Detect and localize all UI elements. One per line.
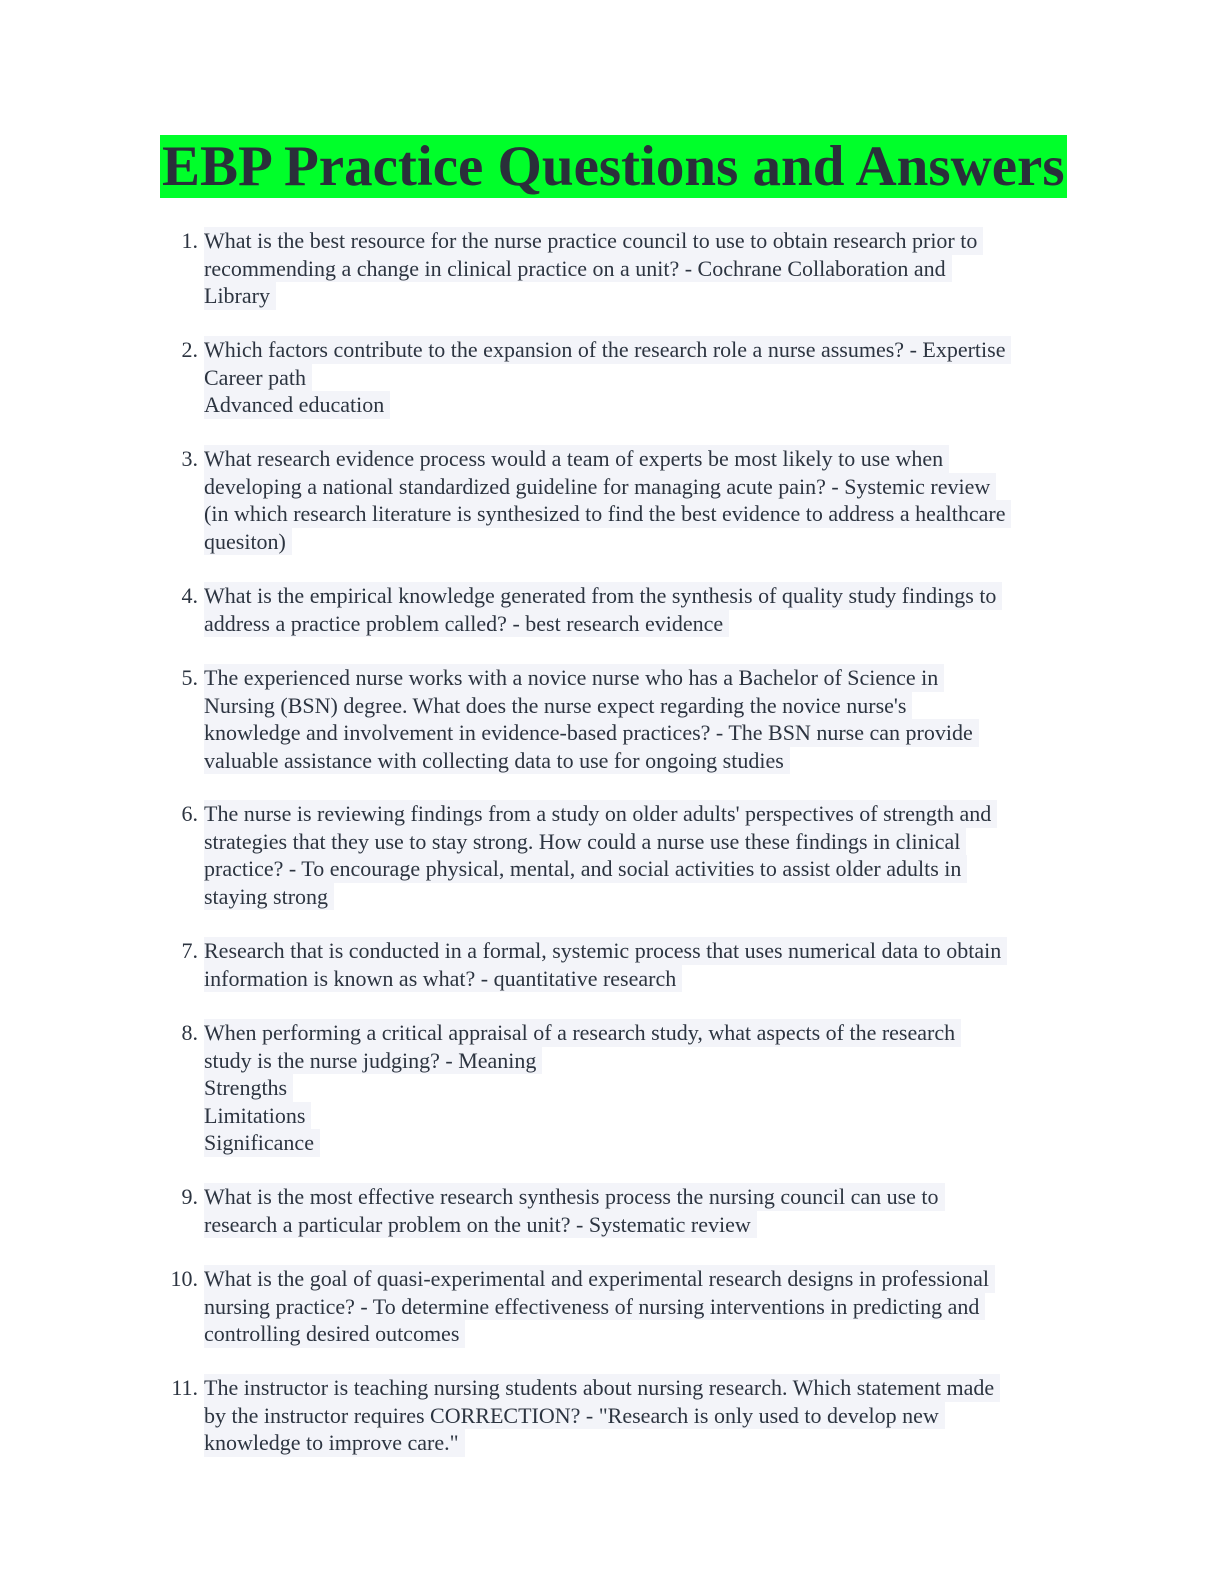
qa-item-line: controlling desired outcomes xyxy=(204,1320,465,1348)
qa-item-line: Research that is conducted in a formal, systemic process that uses numerical data to obtain xyxy=(204,937,1007,965)
qa-item-text xyxy=(204,1265,1084,1348)
qa-item-number: 9. xyxy=(181,1184,198,1209)
qa-item-line: Limitations xyxy=(204,1102,311,1130)
qa-item-line: The experienced nurse works with a novice nurse who has a Bachelor of Science in xyxy=(204,664,944,692)
qa-item-line: Significance xyxy=(204,1129,320,1157)
qa-item-line: quesiton) xyxy=(204,528,292,556)
qa-item-line: study is the nurse judging? - Meaning xyxy=(204,1047,542,1075)
qa-item-line: Strengths xyxy=(204,1074,293,1102)
qa-item-text xyxy=(204,227,1084,310)
qa-item-text xyxy=(204,1374,1084,1457)
qa-item-text xyxy=(204,1183,1084,1238)
qa-item-line: by the instructor requires CORRECTION? - "Research is only used to develop new xyxy=(204,1402,945,1430)
qa-item-number: 5. xyxy=(181,665,198,690)
qa-item-line: What is the most effective research synthesis process the nursing council can use to xyxy=(204,1183,945,1211)
qa-item-line: The nurse is reviewing findings from a study on older adults' perspectives of strength and xyxy=(204,800,997,828)
qa-item-line: staying strong xyxy=(204,883,334,911)
qa-item-line: Career path xyxy=(204,364,312,392)
qa-item-text xyxy=(204,1019,1084,1157)
qa-item-text xyxy=(204,800,1084,910)
qa-item-number: 2. xyxy=(181,337,198,362)
qa-item-line: (in which research literature is synthesized to find the best evidence to address a healthcare xyxy=(204,500,1011,528)
qa-item-line: knowledge to improve care." xyxy=(204,1429,465,1457)
qa-item-line: strategies that they use to stay strong. How could a nurse use these findings in clinical xyxy=(204,828,966,856)
qa-item-text xyxy=(204,664,1084,774)
qa-item-number: 1. xyxy=(181,228,198,253)
qa-item-line: Which factors contribute to the expansion of the research role a nurse assumes? - Expertise xyxy=(204,336,1011,364)
qa-item-line: information is known as what? - quantitative research xyxy=(204,965,682,993)
qa-item-line: recommending a change in clinical practice on a unit? - Cochrane Collaboration and xyxy=(204,255,952,283)
qa-item-line: Advanced education xyxy=(204,391,390,419)
qa-item-number: 3. xyxy=(181,446,198,471)
qa-item-line: Library xyxy=(204,282,276,310)
qa-item-line: What is the best resource for the nurse practice council to use to obtain research prior to xyxy=(204,227,983,255)
qa-item-line: address a practice problem called? - best research evidence xyxy=(204,610,729,638)
qa-item-line: knowledge and involvement in evidence-based practices? - The BSN nurse can provide xyxy=(204,719,979,747)
qa-item-line: research a particular problem on the unit? - Systematic review xyxy=(204,1211,757,1239)
qa-item-number: 11. xyxy=(171,1375,198,1400)
qa-item-text xyxy=(204,937,1084,992)
qa-item-line: What is the goal of quasi-experimental and experimental research designs in professional xyxy=(204,1265,995,1293)
qa-item-number: 7. xyxy=(181,938,198,963)
qa-item-number: 4. xyxy=(181,583,198,608)
qa-item-text xyxy=(204,336,1084,419)
qa-item-line: What is the empirical knowledge generated from the synthesis of quality study findings to xyxy=(204,582,1002,610)
qa-item-line: The instructor is teaching nursing students about nursing research. Which statement made xyxy=(204,1374,1000,1402)
qa-item-text xyxy=(204,445,1084,555)
qa-item-line: valuable assistance with collecting data to use for ongoing studies xyxy=(204,747,790,775)
document-title: EBP Practice Questions and Answers xyxy=(162,135,1065,198)
qa-item-line: developing a national standardized guideline for managing acute pain? - Systemic review xyxy=(204,473,996,501)
qa-item-line: Nursing (BSN) degree. What does the nurse expect regarding the novice nurse's xyxy=(204,692,912,720)
qa-item-line: What research evidence process would a team of experts be most likely to use when xyxy=(204,445,949,473)
qa-item-number: 10. xyxy=(170,1266,198,1291)
qa-item-text xyxy=(204,582,1084,637)
qa-item-number: 6. xyxy=(181,801,198,826)
qa-item-line: practice? - To encourage physical, mental, and social activities to assist older adults in xyxy=(204,855,967,883)
qa-item-line: When performing a critical appraisal of a research study, what aspects of the research xyxy=(204,1019,961,1047)
qa-item-line: nursing practice? - To determine effectiveness of nursing interventions in predicting and xyxy=(204,1293,985,1321)
qa-item-number: 8. xyxy=(181,1020,198,1045)
